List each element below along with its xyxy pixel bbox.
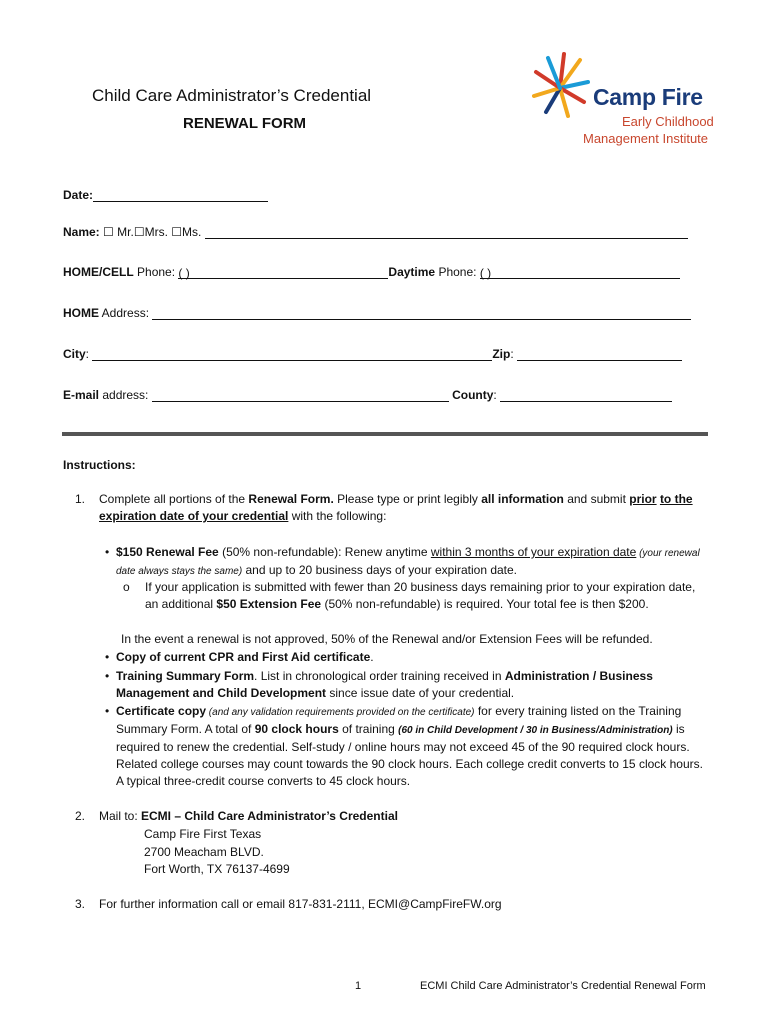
- county-label: County: [452, 388, 494, 402]
- zip-field[interactable]: [517, 348, 682, 361]
- certificate-copy-bullet: [116, 703, 706, 790]
- name-field[interactable]: [205, 226, 688, 239]
- training-summary-text-b: since issue date of your credential.: [326, 686, 515, 700]
- sub-bullet-icon: o: [123, 580, 130, 594]
- cpr-period: .: [370, 650, 374, 664]
- item2-number: 2.: [75, 809, 86, 823]
- item1-all-info: all information: [481, 492, 564, 506]
- phone-label: Phone:: [137, 265, 176, 279]
- daytime-phone-label: Phone:: [438, 265, 477, 279]
- checkbox-mrs[interactable]: ☐: [133, 225, 145, 239]
- address-field[interactable]: [152, 307, 691, 320]
- email-county-row: E-mail address: County:: [63, 388, 672, 402]
- renewal-fee-text-a: (50% non-refundable): Renew anytime: [218, 545, 431, 559]
- city-zip-row: City: Zip:: [63, 347, 682, 361]
- item1-text-c: Please type or print legibly: [333, 492, 482, 506]
- item1-text-e: and submit: [563, 492, 630, 506]
- date-label: Date:: [63, 188, 94, 202]
- ms-label: Ms.: [182, 225, 202, 239]
- extension-text-a: If your application is submitted with fewer than 20 business days remaining prior to your expiration date, an additional: [145, 580, 696, 611]
- bullet-icon: •: [105, 650, 110, 664]
- item3-number: 3.: [75, 897, 86, 911]
- refund-note: In the event a renewal is not approved, 50% of the Renewal and/or Extension Fees will be refunded.: [121, 632, 653, 646]
- extension-text-b: (50% non-refundable) is required. Your total fee is then $200.: [321, 597, 649, 611]
- city-label: City: [63, 347, 86, 361]
- certificate-text-b: of training: [338, 722, 399, 736]
- page-number: 1: [355, 980, 362, 992]
- hours-split-note: (60 in Child Development / 30 in Business/Administration): [398, 725, 673, 736]
- training-summary-text-a: . List in chronological order training received in: [254, 669, 505, 683]
- email-label: E-mail: [63, 388, 100, 402]
- mail-to: [99, 808, 398, 825]
- renewal-window: within 3 months of your expiration date: [430, 545, 637, 559]
- home-label: HOME: [63, 306, 99, 320]
- home-cell-label: HOME/CELL: [63, 265, 134, 279]
- date-row: [63, 188, 268, 202]
- address-label: Address:: [101, 306, 150, 320]
- daytime-phone-paren: ( ): [479, 266, 492, 280]
- mail-recipient: ECMI – Child Care Administrator’s Credential: [141, 809, 398, 823]
- mrs-label: Mrs.: [144, 225, 168, 239]
- cpr-bullet: [116, 649, 374, 666]
- home-phone-paren: ( ): [178, 266, 190, 280]
- phone-row: [63, 265, 680, 279]
- item1-text-a: Complete all portions of the: [99, 492, 249, 506]
- address-line-1: Camp Fire First Texas: [144, 827, 262, 841]
- renewal-fee-bullet: [116, 544, 704, 580]
- campfire-burst-icon: [530, 52, 590, 122]
- bullet-icon: •: [105, 545, 110, 559]
- checkbox-mr[interactable]: ☐: [103, 225, 114, 239]
- home-phone-field[interactable]: [178, 266, 388, 279]
- checkbox-ms[interactable]: ☐: [171, 225, 183, 239]
- section-divider: [62, 432, 708, 436]
- renewal-date-note: (your renewal date always stays the same): [116, 548, 700, 577]
- item1-prior: prior: [629, 492, 657, 506]
- contact-info: For further information call or email 817-831-2111, ECMI@CampFireFW.org: [99, 897, 502, 911]
- footer-text: ECMI Child Care Administrator’s Credential Renewal Form: [420, 980, 706, 992]
- address-row: [63, 306, 691, 320]
- item1-text-h: with the following:: [288, 509, 387, 523]
- renewal-fee-label: $150 Renewal Fee: [116, 545, 219, 559]
- address-line-2: 2700 Meacham BLVD.: [144, 845, 264, 859]
- renewal-fee-text-b: and up to 20 business days of your expiration date.: [242, 563, 518, 577]
- clock-hours-label: 90 clock hours: [254, 722, 339, 736]
- logo-line2: Management Institute: [583, 131, 709, 146]
- county-field[interactable]: [500, 389, 672, 402]
- certificate-text-c: is required to renew the credential. Self-study / online hours may not exceed 45 of the 90 required clock hours. Related college courses may count towards the 90 clock hours. Each college credit converts to 15 clock hours. A typical three-credit course converts to 45 clock hours.: [116, 722, 703, 788]
- zip-label: Zip: [492, 347, 511, 361]
- daytime-phone-field[interactable]: [480, 266, 680, 279]
- item1-number: 1.: [75, 492, 86, 506]
- training-summary-bullet: [116, 668, 696, 702]
- name-label: Name:: [63, 225, 100, 239]
- certificate-copy-label: Certificate copy: [116, 704, 207, 718]
- item1-renewal-form: Renewal Form.: [248, 492, 334, 506]
- mail-to-label: Mail to:: [99, 809, 142, 823]
- item1-deadline: to the expiration date of your credential: [99, 492, 693, 523]
- form-subtitle: RENEWAL FORM: [183, 115, 307, 132]
- extension-fee-sub-bullet: [145, 579, 705, 613]
- logo-line1: Early Childhood: [622, 114, 714, 129]
- bullet-icon: •: [105, 704, 110, 718]
- training-areas: Administration / Business Management and Child Development: [116, 669, 653, 700]
- camp-fire-logo: [530, 52, 720, 152]
- training-summary-label: Training Summary Form: [116, 669, 255, 683]
- email-field[interactable]: [152, 389, 449, 402]
- cpr-label: Copy of current CPR and First Aid certificate: [116, 650, 371, 664]
- extension-fee-label: $50 Extension Fee: [216, 597, 322, 611]
- city-field[interactable]: [92, 348, 492, 361]
- instructions-heading: Instructions:: [63, 458, 136, 472]
- mr-label: Mr.: [117, 225, 134, 239]
- daytime-label: Daytime: [388, 265, 436, 279]
- address-line-3: Fort Worth, TX 76137-4699: [144, 862, 290, 876]
- certificate-text-a: for every training listed on the Training Summary Form. A total of: [116, 704, 682, 736]
- date-field[interactable]: [93, 189, 268, 202]
- bullet-icon: •: [105, 669, 110, 683]
- certificate-note: (and any validation requirements provided on the certificate): [206, 707, 475, 718]
- email-address-label: address:: [102, 388, 149, 402]
- instruction-item-1: [99, 491, 704, 525]
- logo-name: Camp Fire: [593, 84, 703, 110]
- form-title: Child Care Administrator’s Credential: [92, 86, 372, 105]
- name-row: [63, 225, 688, 239]
